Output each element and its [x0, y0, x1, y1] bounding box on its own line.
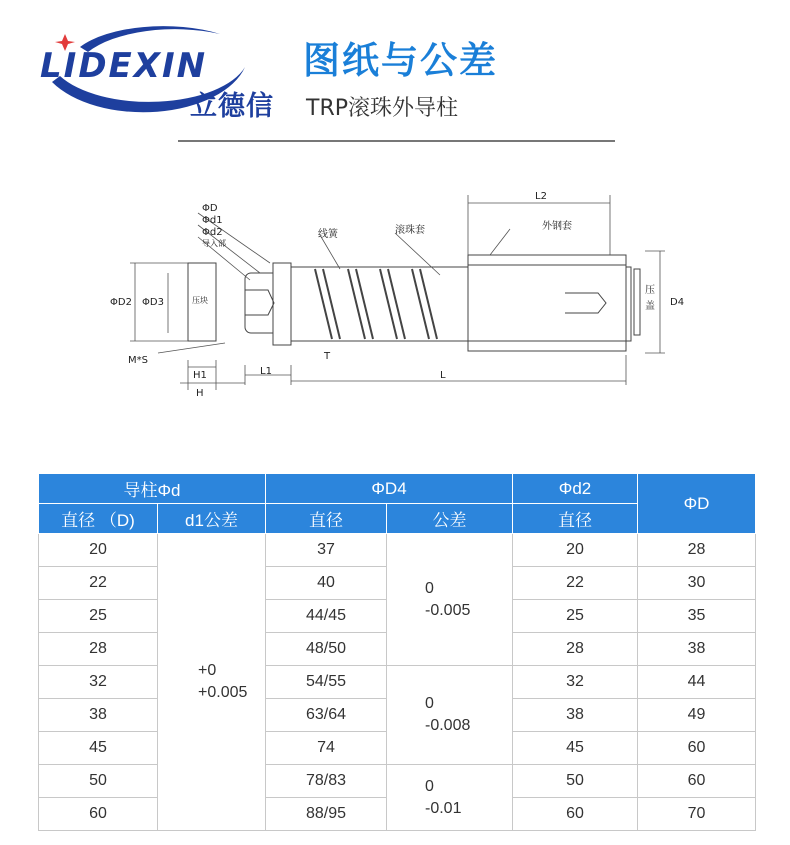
label-phi-d2: Φd2: [202, 227, 223, 238]
label-h: H: [196, 388, 204, 399]
cell-D: 35: [638, 600, 756, 633]
label-h1: H1: [193, 370, 207, 381]
label-l: L: [440, 370, 446, 381]
subheader-d4-diameter: 直径: [266, 504, 387, 534]
cell-d: 60: [39, 798, 158, 831]
cell-d2: 45: [513, 732, 638, 765]
cell-d4: 54/55: [266, 666, 387, 699]
label-l1: L1: [260, 366, 272, 377]
label-l2: L2: [535, 191, 547, 202]
d4-tol-upper: 0: [425, 695, 434, 712]
cell-d2: 50: [513, 765, 638, 798]
cell-d4: 37: [266, 534, 387, 567]
press-cap: [634, 269, 640, 335]
table-row: [39, 765, 756, 798]
cell-d4-tolerance: [387, 534, 513, 666]
subheader-d2-diameter: 直径: [513, 504, 638, 534]
cell-d1-tolerance: [158, 534, 266, 831]
label-phi-D3: ΦD3: [142, 297, 164, 308]
cell-d4: 63/64: [266, 699, 387, 732]
cell-d: 45: [39, 732, 158, 765]
header-guide-pillar: 导柱Φd: [39, 474, 266, 504]
cell-d: 25: [39, 600, 158, 633]
label-d4: D4: [670, 297, 685, 308]
pillar-flange: [273, 263, 291, 345]
label-t: T: [324, 351, 331, 362]
cell-d2: 22: [513, 567, 638, 600]
cell-d2: 32: [513, 666, 638, 699]
header-d4: ΦD4: [266, 474, 513, 504]
cell-d2: 60: [513, 798, 638, 831]
cell-d: 20: [39, 534, 158, 567]
label-phi-d1: Φd1: [202, 215, 223, 226]
cell-d2: 28: [513, 633, 638, 666]
technical-drawing: [110, 185, 690, 405]
cell-D: 70: [638, 798, 756, 831]
cell-d: 22: [39, 567, 158, 600]
cell-D: 30: [638, 567, 756, 600]
label-phi-D: ΦD: [202, 203, 218, 214]
subheader-diameter: 直径 （D): [39, 504, 158, 534]
label-yagai-1: 压: [645, 285, 655, 296]
cell-d: 32: [39, 666, 158, 699]
header-divider: [178, 140, 615, 142]
subheader-d4-tolerance: 公差: [387, 504, 513, 534]
cell-d4: 44/45: [266, 600, 387, 633]
label-gunzhutao: 滚珠套: [395, 225, 425, 236]
cell-D: 60: [638, 765, 756, 798]
label-yagai-2: 盖: [645, 301, 655, 312]
cell-d4: 74: [266, 732, 387, 765]
spec-table: [38, 473, 756, 831]
cell-d4: 88/95: [266, 798, 387, 831]
table-row: [39, 666, 756, 699]
table-row: [39, 534, 756, 567]
page-title: 图纸与公差: [303, 39, 498, 82]
cell-d4: 78/83: [266, 765, 387, 798]
page-subtitle: TRP滚珠外导柱: [306, 96, 458, 121]
d4-tol-upper: 0: [425, 777, 434, 795]
cell-d4: 40: [266, 567, 387, 600]
cell-d4-tolerance: [387, 765, 513, 831]
cell-d4: 48/50: [266, 633, 387, 666]
outer-steel-sleeve: [468, 255, 626, 351]
d4-tol-lower: -0.01: [425, 799, 462, 817]
label-daorubu: 导入部: [202, 239, 226, 248]
cell-D: 28: [638, 534, 756, 567]
logo-wordmark: LIDEXIN: [40, 46, 208, 86]
cell-d: 50: [39, 765, 158, 798]
subheader-d1-tolerance: d1公差: [158, 504, 266, 534]
d1-tol-upper: +0: [198, 662, 217, 679]
label-phi-D2: ΦD2: [110, 297, 132, 308]
cell-D: 49: [638, 699, 756, 732]
cell-d2: 38: [513, 699, 638, 732]
page-header: [0, 0, 790, 150]
label-xianhuang: 线簧: [318, 229, 338, 240]
d4-tol-upper: 0: [425, 579, 434, 597]
d4-tol-lower: -0.008: [425, 717, 471, 734]
header-D: ΦD: [638, 474, 756, 534]
cell-d4-tolerance: [387, 666, 513, 765]
cell-d: 38: [39, 699, 158, 732]
brand-name-cn: 立德信: [190, 91, 274, 122]
table-header-row: [39, 474, 756, 504]
label-ms: M*S: [128, 355, 148, 366]
cell-d2: 20: [513, 534, 638, 567]
d1-tol-lower: +0.005: [198, 684, 248, 701]
cell-D: 38: [638, 633, 756, 666]
cell-d2: 25: [513, 600, 638, 633]
d4-tol-lower: -0.005: [425, 601, 471, 619]
cell-D: 60: [638, 732, 756, 765]
cell-d: 28: [39, 633, 158, 666]
label-yakuai: 压块: [192, 296, 208, 305]
cell-D: 44: [638, 666, 756, 699]
header-d2: Φd2: [513, 474, 638, 504]
label-waigangtao: 外钢套: [542, 221, 572, 232]
